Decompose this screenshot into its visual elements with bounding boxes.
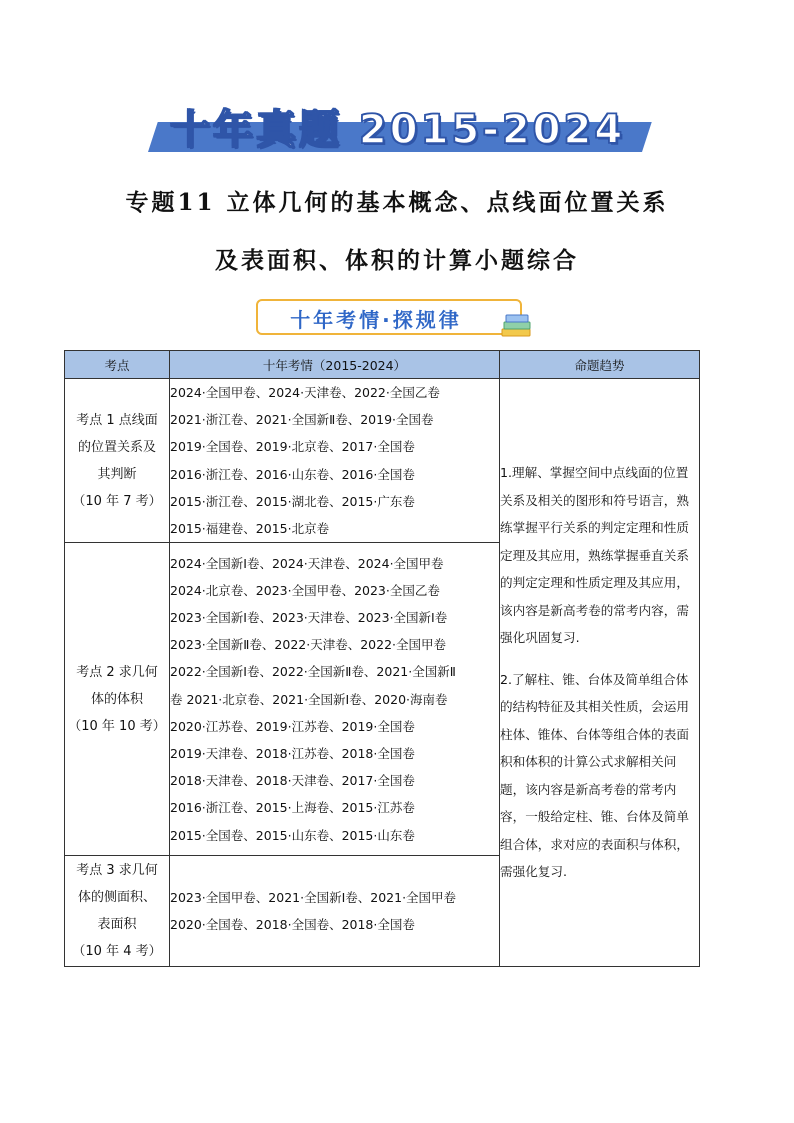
- cases-cell: [170, 543, 500, 856]
- header-trend: 命题趋势: [500, 351, 700, 379]
- trend-paragraph-1: 1.理解、掌握空间中点线面的位置关系及相关的图形和符号语言，熟练掌握平行关系的判定定理和性质定理及其应用，熟练掌握垂直关系的判定定理和性质定理及其应用，该内容是新高考卷的常考内容，需强化巩固复习.: [500, 465, 689, 646]
- case-line: 卷 2021·北京卷、2021·全国新Ⅰ卷、2020·海南卷: [170, 691, 448, 707]
- table-header-row: [65, 351, 700, 379]
- case-line: 2019·全国卷、2019·北京卷、2017·全国卷: [170, 439, 415, 455]
- topic-cell: [65, 856, 170, 967]
- trend-paragraph-2: 2.了解柱、锥、台体及简单组合体的结构特征及其相关性质，会运用柱体、锥体、台体等组合体的表面积和体积的计算公式求解相关问题，该内容是新高考卷的常考内容，一般给定柱、锥、台体及简单组合体，求对应的表面积与体积，需强化复习.: [500, 671, 689, 880]
- topic-cell: [65, 543, 170, 856]
- case-line: 2021·浙江卷、2021·全国新Ⅱ卷、2019·全国卷: [170, 412, 434, 428]
- cases-cell: [170, 856, 500, 967]
- case-line: 2023·全国甲卷、2021·全国新Ⅰ卷、2021·全国甲卷: [170, 890, 457, 906]
- banner-title: 十年真题 2015-2024: [170, 107, 626, 153]
- topic-line: 其判断: [97, 466, 137, 482]
- section-badge-label: 十年考情·探规律: [290, 308, 462, 332]
- section-badge: [256, 299, 522, 335]
- case-line: 2024·全国新Ⅰ卷、2024·天津卷、2024·全国甲卷: [170, 555, 444, 571]
- exam-table: [64, 350, 700, 967]
- header-cases: 十年考情（2015-2024）: [170, 351, 500, 379]
- table-row: [65, 379, 700, 543]
- topic-line: 体的体积: [90, 691, 143, 707]
- case-line: 2019·天津卷、2018·江苏卷、2018·全国卷: [170, 746, 415, 762]
- title-banner: [148, 92, 648, 156]
- topic-title-line-1: 专题11 立体几何的基本概念、点线面位置关系: [125, 189, 669, 216]
- topic-cell: [65, 379, 170, 543]
- case-line: 2023·全国新Ⅱ卷、2022·天津卷、2022·全国甲卷: [170, 637, 447, 653]
- topic-line: 考点 2 求几何: [76, 664, 158, 680]
- case-line: 2024·北京卷、2023·全国甲卷、2023·全国乙卷: [170, 582, 440, 598]
- case-line: 2022·全国新Ⅰ卷、2022·全国新Ⅱ卷、2021·全国新Ⅱ: [170, 664, 456, 680]
- case-line: 2015·全国卷、2015·山东卷、2015·山东卷: [170, 827, 415, 843]
- trend-cell: [500, 379, 700, 967]
- topic-line: 考点 1 点线面: [76, 412, 158, 428]
- topic-line: （10 年 4 考）: [72, 944, 162, 960]
- topic-title-line-2: 及表面积、体积的计算小题综合: [215, 247, 579, 274]
- case-line: 2020·江苏卷、2019·江苏卷、2019·全国卷: [170, 718, 415, 734]
- case-line: 2016·浙江卷、2016·山东卷、2016·全国卷: [170, 466, 415, 482]
- topic-line: 表面积: [97, 917, 137, 933]
- topic-line: （10 年 10 考）: [68, 718, 166, 734]
- topic-line: 体的侧面积、: [77, 890, 156, 906]
- case-line: 2023·全国新Ⅰ卷、2023·天津卷、2023·全国新Ⅰ卷: [170, 610, 448, 625]
- header-topic: 考点: [65, 351, 170, 379]
- topic-line: 的位置关系及: [77, 439, 156, 455]
- case-line: 2015·福建卷、2015·北京卷: [170, 521, 330, 537]
- case-line: 2016·浙江卷、2015·上海卷、2015·江苏卷: [170, 800, 415, 816]
- books-icon: [500, 311, 534, 341]
- case-line: 2018·天津卷、2018·天津卷、2017·全国卷: [170, 773, 415, 789]
- topic-line: （10 年 7 考）: [72, 493, 162, 509]
- topic-line: 考点 3 求几何: [76, 863, 158, 879]
- case-line: 2015·浙江卷、2015·湖北卷、2015·广东卷: [170, 493, 415, 509]
- cases-cell: [170, 379, 500, 543]
- case-line: 2020·全国卷、2018·全国卷、2018·全国卷: [170, 917, 415, 933]
- case-line: 2024·全国甲卷、2024·天津卷、2022·全国乙卷: [170, 385, 440, 400]
